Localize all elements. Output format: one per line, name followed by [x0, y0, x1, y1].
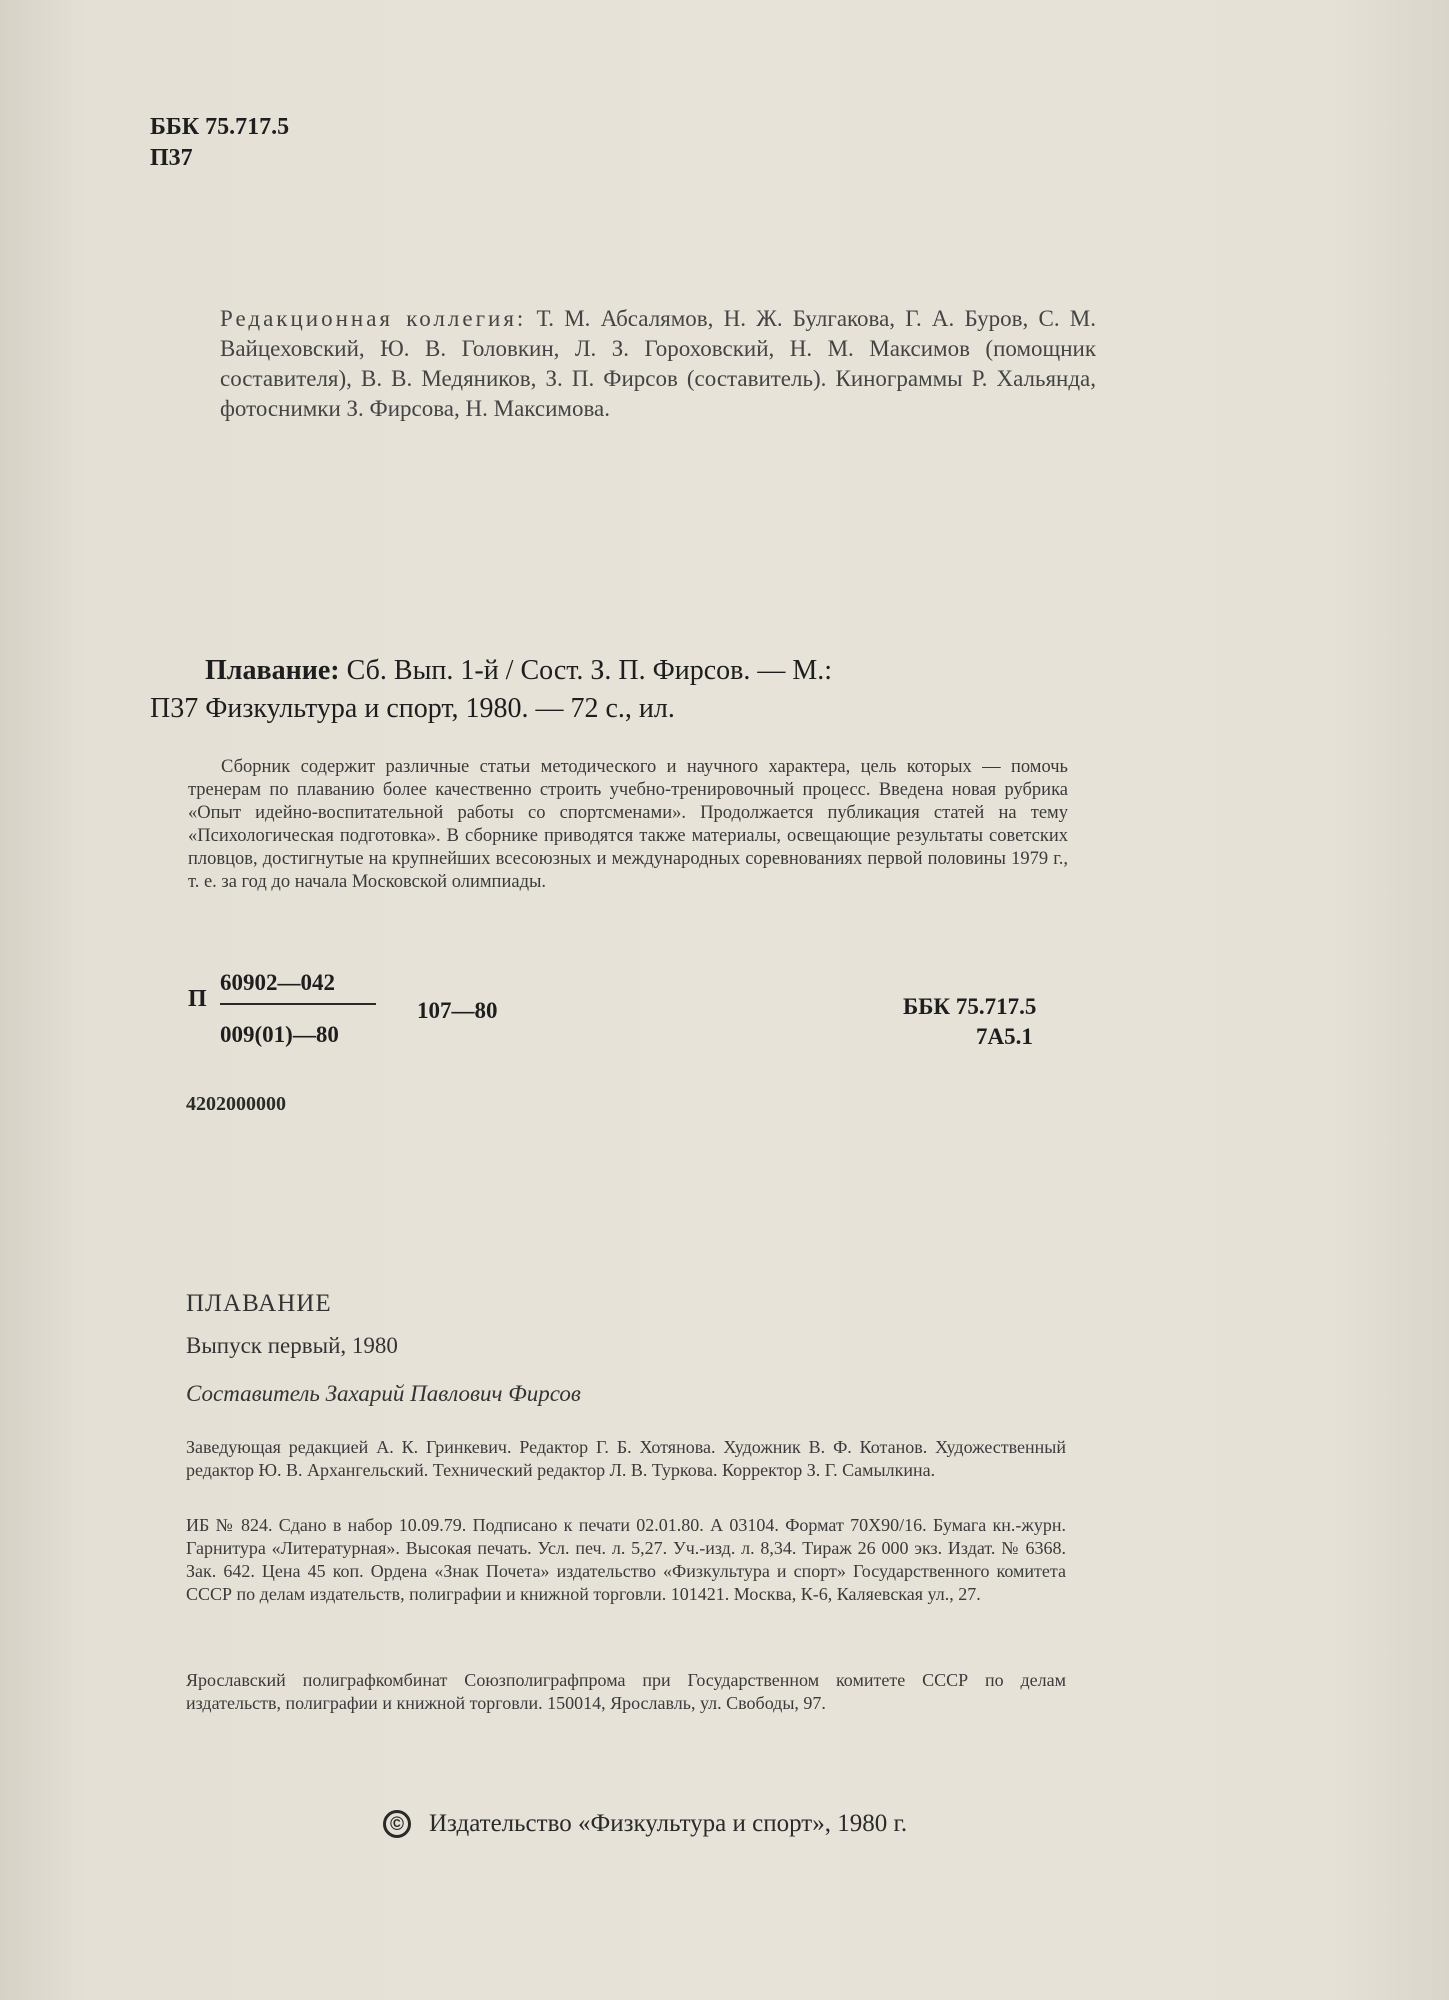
copyright-line: [383, 1810, 907, 1838]
colophon-staff: Заведующая редакцией А. К. Гринкевич. Редактор Г. Б. Хотянова. Художник В. Ф. Котанов. Художественный редактор Ю. В. Архангельский. Технический редактор Л. В. Туркова. Корректор З. Г. Самылкина.: [186, 1437, 1066, 1480]
copyright-icon: ©: [383, 1810, 411, 1838]
bibliographic-code: П37: [150, 693, 199, 724]
editorial-board: [220, 304, 1096, 424]
index-middle: 107—80: [417, 998, 498, 1023]
bbk-index: ББК 75.717.5: [903, 994, 1037, 1019]
colophon-title: ПЛАВАНИЕ: [186, 1290, 332, 1317]
bbk-index-sub: 7А5.1: [976, 1024, 1033, 1049]
bibliographic-details-2: Физкультура и спорт, 1980. — 72 с., ил.: [198, 693, 675, 724]
bbk-header: [150, 112, 289, 174]
catalog-code: 4202000000: [186, 1093, 286, 1115]
colophon-printer: Ярославский полиграфкомбинат Союзполиграфпрома при Государственном комитете СССР по делам издательств, полиграфии и книжной торговли. 150014, Ярославль, ул. Свободы, 97.: [186, 1670, 1066, 1713]
copyright-text: Издательство «Физкультура и спорт», 1980 г.: [429, 1810, 908, 1837]
bbk-code: ББК 75.717.5: [150, 114, 290, 140]
index-fraction-line: [220, 1003, 376, 1005]
bibliographic-line-2: [150, 690, 675, 728]
editorial-board-label: Редакционная коллегия:: [220, 306, 527, 331]
bibliographic-details-1: Сб. Вып. 1-й / Сост. З. П. Фирсов. — М.:: [339, 655, 833, 686]
bbk-index-right: [903, 992, 1036, 1052]
bibliographic-line-1: [205, 652, 832, 690]
author-mark: П37: [150, 145, 193, 171]
abstract: Сборник содержит различные статьи методического и научного характера, цель которых — помочь тренерам по плаванию более качественно строить учебно-тренировочный процесс. Введена новая рубрика «Опыт идейно-воспитательной работы со спортсменами». Продолжается публикация статей на тему «Психологическая подготовка». В сборнике приводятся также материалы, освещающие результаты советских пловцов, достигнутые на крупнейших всесоюзных и международных соревнованиях первой половины 1979 г., т. е. за год до начала Московской олимпиады.: [188, 757, 1068, 892]
index-letter: П: [188, 986, 207, 1012]
colophon-issue: Выпуск первый, 1980: [186, 1333, 398, 1358]
index-denominator: 009(01)—80: [220, 1022, 339, 1047]
editorial-board-members: Т. М. Абсалямов, Н. Ж. Булгакова, Г. А. Буров, С. М. Вайцеховский, Ю. В. Головкин, Л. З. Гороховский, Н. М. Максимов (помощник составителя), В. В. Медяников, З. П. Фирсов (составитель). Кинограммы Р. Хальянда, фотоснимки З. Фирсова, Н. Максимова.: [220, 306, 1096, 421]
book-title: Плавание:: [205, 655, 340, 686]
colophon-print-info: ИБ № 824. Сдано в набор 10.09.79. Подписано к печати 02.01.80. А 03104. Формат 70X90/16. Бумага кн.-журн. Гарнитура «Литературная». Высокая печать. Усл. печ. л. 5,27. Уч.-изд. л. 8,34. Тираж 26 000 экз. Издат. № 6368. Зак. 642. Цена 45 коп. Ордена «Знак Почета» издательство «Физкультура и спорт» Государственного комитета СССР по делам издательств, полиграфии и книжной торговли. 101421. Москва, К-6, Каляевская ул., 27.: [186, 1515, 1066, 1604]
index-numerator: 60902—042: [220, 970, 335, 995]
colophon-compiler: Составитель Захарий Павлович Фирсов: [186, 1381, 581, 1406]
